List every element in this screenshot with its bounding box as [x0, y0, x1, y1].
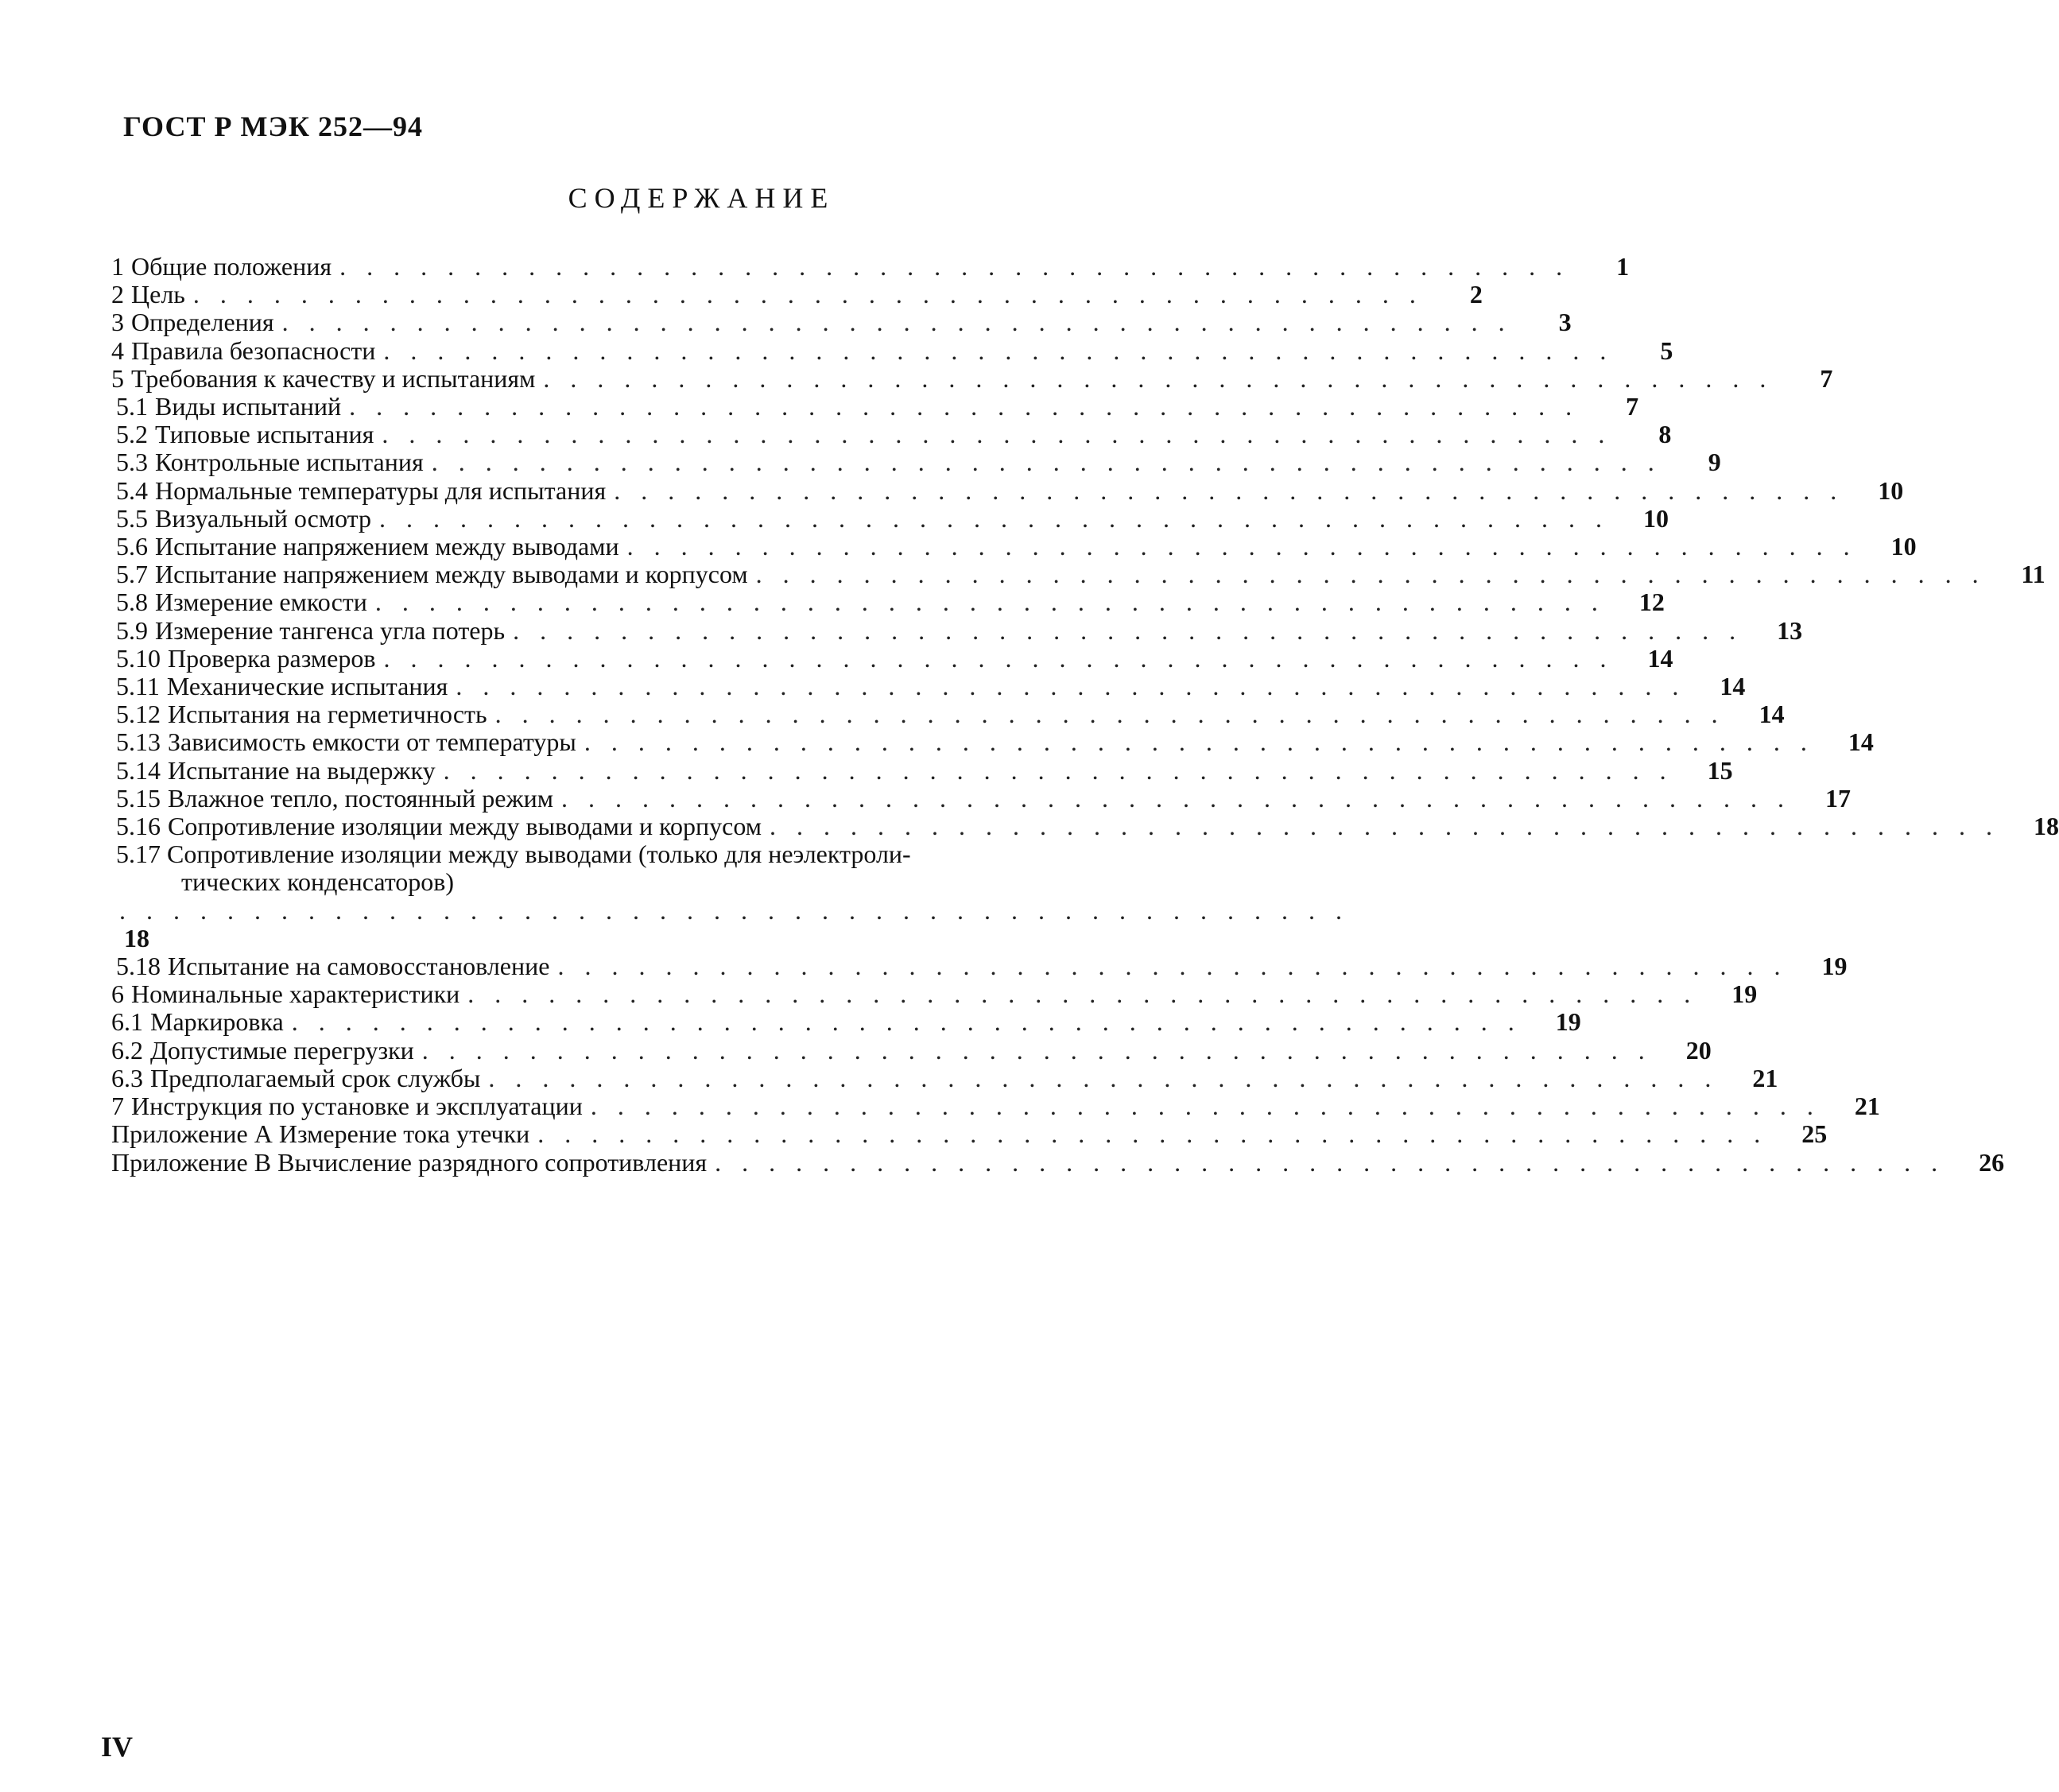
toc-entry-number: 5.4 [116, 475, 148, 505]
toc-entry[interactable] [111, 783, 1851, 813]
toc-entry-label: Визуальный осмотр [155, 503, 372, 533]
toc-entry-number: 5.16 [116, 812, 161, 841]
toc-entry[interactable] [111, 503, 1669, 533]
toc-entry-number: 5.10 [116, 643, 161, 673]
toc-entry-label-line2: тических конденсаторов) [181, 867, 455, 897]
toc-leader-dots: .............................................. [349, 392, 1593, 421]
toc-entry-page: 14 [1647, 643, 1673, 673]
toc-leader-dots: .............................................. [431, 448, 1675, 477]
toc-entry-number: 1 [111, 252, 124, 281]
toc-leader-dots: .............................................. [755, 560, 1999, 589]
toc-entry-number: 6.1 [111, 1007, 143, 1037]
toc-entry-page: 21 [1752, 1063, 1778, 1092]
toc-leader-dots: .............................................. [584, 727, 1828, 757]
toc-entry-label: Маркировка [150, 1007, 284, 1037]
toc-leader-dots: .............................................. [560, 783, 1805, 813]
toc-entry-page: 17 [1824, 783, 1851, 813]
toc-entry-page: 3 [1558, 308, 1572, 337]
toc-entry-label: Измерение тангенса угла потерь [155, 615, 506, 645]
toc-entry-label: Влажное тепло, постоянный режим [168, 783, 553, 813]
toc-entry[interactable] [111, 727, 1874, 757]
toc-entry-number: 2 [111, 280, 124, 309]
toc-leader-dots: .............................................. [291, 1007, 1535, 1037]
toc-entry-number: 5.14 [116, 755, 161, 785]
toc-entry-number: 5.2 [116, 420, 148, 449]
toc-leader-dots: .............................................. [339, 252, 1584, 281]
toc-entry-page: 14 [1758, 700, 1785, 729]
toc-entry-label: Испытание напряжением между выводами и корпусом [155, 560, 748, 589]
toc-leader-dots: .............................................. [374, 588, 1619, 617]
toc-leader-dots: .............................................. [614, 475, 1858, 505]
toc-leader-dots: .............................................. [557, 952, 1801, 981]
toc-entry-number: 5.6 [116, 532, 148, 561]
toc-leader-dots: .............................................. [467, 979, 1712, 1009]
toc-entry-page: 21 [1854, 1092, 1880, 1121]
toc-leader-dots: .............................................. [281, 308, 1526, 337]
toc-entry[interactable] [111, 363, 1833, 393]
toc-entry-label: Определения [131, 308, 274, 337]
toc-entry-label: Предполагаемый срок службы [150, 1063, 481, 1092]
toc-entry[interactable] [111, 952, 1848, 981]
toc-entry-label: Проверка размеров [168, 643, 376, 673]
toc-entry-label: Приложение А Измерение тока утечки [111, 1119, 530, 1149]
toc-leader-dots: .............................................. [456, 672, 1700, 701]
toc-leader-dots: .............................................. [513, 615, 1757, 645]
toc-entry-label: Испытание напряжением между выводами [155, 532, 619, 561]
toc-entry[interactable] [111, 1063, 1778, 1092]
toc-entry-number: 5.7 [116, 560, 148, 589]
toc-entry-label: Виды испытаний [155, 392, 342, 421]
toc-entry-number: 5.9 [116, 615, 148, 645]
toc-entry-number: 5.12 [116, 700, 161, 729]
toc-entry-number: 5.3 [116, 448, 148, 477]
toc-entry-number: 5.13 [116, 727, 161, 757]
toc-entry-page: 10 [1643, 503, 1669, 533]
toc-entry-label-line1 [111, 840, 1196, 868]
toc-entry[interactable] [111, 448, 1721, 477]
toc-entry[interactable] [111, 840, 1363, 952]
toc-entry-page: 1 [1616, 252, 1630, 281]
toc-entry-page: 26 [1979, 1147, 2005, 1177]
toc-leader-dots: .............................................. [379, 503, 1623, 533]
toc-entry[interactable] [111, 700, 1785, 729]
toc-entry-number: 6.2 [111, 1035, 143, 1065]
toc-entry-page: 10 [1890, 532, 1917, 561]
toc-entry[interactable] [111, 1007, 1581, 1037]
toc-entry[interactable] [111, 308, 1572, 337]
document-code-header: ГОСТ Р МЭК 252—94 [123, 111, 423, 142]
toc-leader-dots: .............................................. [543, 363, 1787, 393]
toc-entry-number: 5.5 [116, 503, 148, 533]
toc-entry-number: 5.18 [116, 952, 161, 981]
toc-entry-label: Нормальные температуры для испытания [155, 475, 607, 505]
toc-entry-page: 11 [2021, 560, 2045, 589]
toc-leader-dots: .............................................. [488, 1063, 1732, 1092]
toc-entry-number: 3 [111, 308, 124, 337]
toc-entry-number: 5.1 [116, 392, 148, 421]
toc-entry-label: Контрольные испытания [155, 448, 424, 477]
toc-entry[interactable] [111, 336, 1673, 365]
toc-entry-number: 5 [111, 363, 124, 393]
toc-leader-dots: .............................................. [383, 643, 1627, 673]
toc-entry[interactable] [111, 672, 1746, 701]
toc-entry-label: Допустимые перегрузки [150, 1035, 414, 1065]
toc-entry-label: Инструкция по установке и эксплуатации [131, 1092, 583, 1121]
toc-entry-page: 10 [1878, 475, 1904, 505]
toc-entry-page: 2 [1469, 280, 1483, 309]
toc-entry[interactable] [111, 1119, 1828, 1149]
toc-entry-page: 13 [1777, 615, 1803, 645]
toc-entry-page: 12 [1638, 588, 1665, 617]
toc-entry[interactable] [111, 588, 1665, 617]
toc-leader-dots: .............................................. [192, 280, 1437, 309]
toc-entry-label: Сопротивление изоляции между выводами и корпусом [168, 812, 762, 841]
toc-entry-label: Цель [131, 280, 185, 309]
toc-entry[interactable] [111, 1035, 1712, 1065]
toc-entry-label: Приложение В Вычисление разрядного сопротивления [111, 1147, 708, 1177]
toc-leader-dots: .............................................. [590, 1092, 1834, 1121]
toc-entry[interactable] [111, 615, 1803, 645]
toc-entry[interactable] [111, 643, 1673, 673]
toc-entry[interactable] [111, 1092, 1880, 1121]
toc-entry[interactable] [111, 475, 1904, 505]
toc-leader-dots: .............................................. [494, 700, 1739, 729]
toc-entry-page: 9 [1708, 448, 1721, 477]
toc-leader-dots: .............................................. [715, 1147, 1959, 1177]
toc-entry[interactable] [111, 252, 1630, 281]
toc-entry[interactable] [111, 532, 1917, 561]
toc-entry-page: 19 [1555, 1007, 1581, 1037]
toc-entry-page: 18 [124, 923, 149, 952]
toc-entry[interactable] [111, 755, 1733, 785]
toc-leader-dots: .............................................. [383, 336, 1627, 365]
toc-leader-dots: .............................................. [443, 755, 1687, 785]
toc-title: СОДЕРЖАНИЕ [568, 182, 836, 214]
toc-leader-dots: .............................................. [626, 532, 1871, 561]
toc-entry-label: Измерение емкости [155, 588, 367, 617]
toc-entry-number: 5.8 [116, 588, 148, 617]
toc-entry-page: 15 [1707, 755, 1733, 785]
toc-entry-page: 19 [1731, 979, 1758, 1009]
toc-entry-label: Испытание на самовосстановление [168, 952, 550, 981]
toc-entry-page: 25 [1801, 1119, 1828, 1149]
toc-entry-number: 6.3 [111, 1063, 143, 1092]
toc-entry[interactable] [111, 812, 2059, 841]
toc-entry-page: 19 [1821, 952, 1848, 981]
toc-entry-label: Испытания на герметичность [168, 700, 487, 729]
toc-entry[interactable] [111, 560, 2045, 589]
toc-entry-label: Требования к качеству и испытаниям [131, 363, 536, 393]
toc-entry-page: 8 [1658, 420, 1672, 449]
toc-entry-label: Номинальные характеристики [131, 979, 460, 1009]
toc-entry-label: Сопротивление изоляции между выводами (только для неэлектроли- [167, 840, 911, 869]
toc-entry[interactable] [111, 1147, 2005, 1177]
toc-entry-number: 5.11 [116, 672, 160, 701]
toc-entry[interactable] [111, 979, 1758, 1009]
toc-entry-label: Типовые испытания [155, 420, 374, 449]
toc-entry-page: 18 [2033, 812, 2059, 841]
toc-leader-dots: .............................................. [537, 1119, 1782, 1149]
toc-entry-page: 7 [1820, 363, 1833, 393]
toc-entry-number: 5.17 [116, 840, 161, 869]
toc-entry-page: 14 [1720, 672, 1746, 701]
toc-entry-page: 5 [1660, 336, 1673, 365]
toc-entry-number: 5.15 [116, 783, 161, 813]
toc-entry-label: Испытание на выдержку [168, 755, 436, 785]
page-number: IV [101, 1731, 134, 1763]
toc-entry-label: Общие положения [131, 252, 332, 281]
toc-leader-dots: .............................................. [119, 895, 1363, 925]
toc-entry-number: 7 [111, 1092, 124, 1121]
toc-leader-dots: .............................................. [382, 420, 1626, 449]
toc-entry[interactable] [111, 280, 1483, 309]
toc-entry-label: Механические испытания [166, 672, 448, 701]
toc-leader-dots: .............................................. [769, 812, 2013, 841]
toc-entry-page: 14 [1848, 727, 1874, 757]
toc-leader-dots: .............................................. [421, 1035, 1665, 1065]
toc-entry-label: Правила безопасности [131, 336, 376, 365]
toc-entry[interactable] [111, 420, 1672, 449]
toc-entry-number: 6 [111, 979, 124, 1009]
toc-entry-label: Зависимость емкости от температуры [168, 727, 576, 757]
toc-entry[interactable] [111, 392, 1639, 421]
toc-entry-number: 4 [111, 336, 124, 365]
toc-entry-page: 7 [1626, 392, 1639, 421]
toc-entry-page: 20 [1685, 1035, 1712, 1065]
table-of-contents [111, 252, 2059, 1177]
